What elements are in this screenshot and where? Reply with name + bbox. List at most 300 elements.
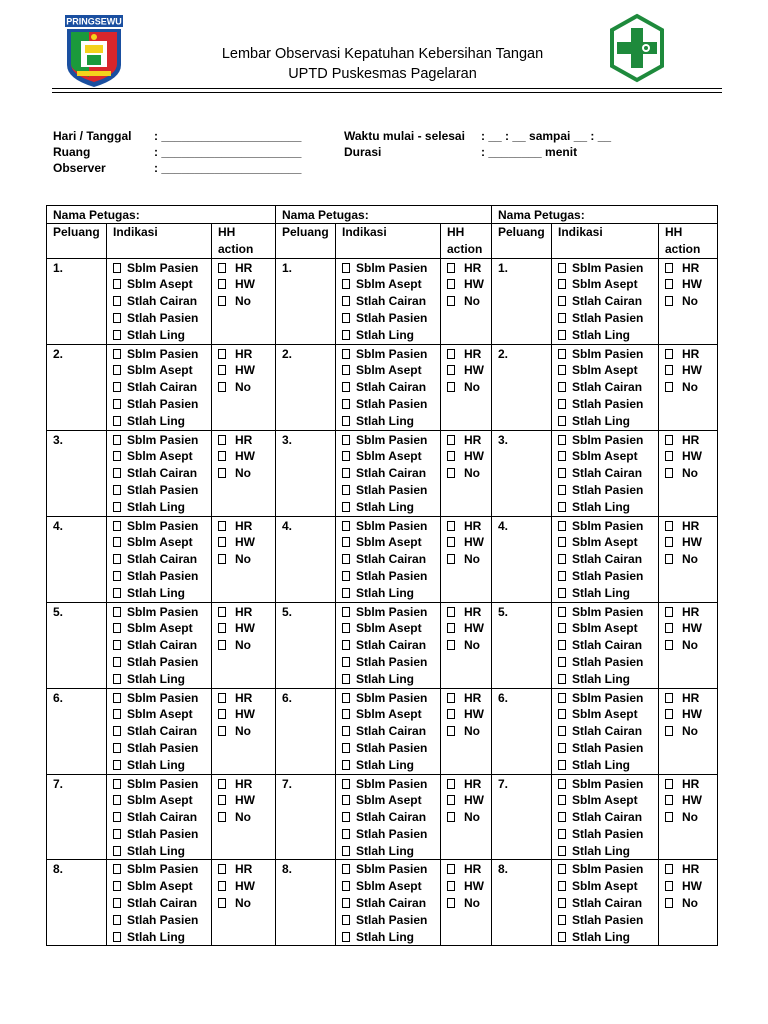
indikasi-option[interactable] [113,826,211,843]
checkbox-icon[interactable] [665,898,673,908]
checkbox-icon[interactable] [342,382,350,392]
indikasi-option[interactable] [113,776,211,793]
checkbox-icon[interactable] [342,898,350,908]
checkbox-icon[interactable] [113,588,121,598]
checkbox-icon[interactable] [558,554,566,564]
indikasi-option[interactable] [113,895,211,912]
hh-option[interactable] [665,637,717,654]
hh-option[interactable] [665,895,717,912]
checkbox-icon[interactable] [665,881,673,891]
checkbox-icon[interactable] [558,864,566,874]
indikasi-option[interactable] [558,690,658,707]
indikasi-option[interactable] [558,551,658,568]
checkbox-icon[interactable] [342,657,350,667]
checkbox-icon[interactable] [342,468,350,478]
checkbox-icon[interactable] [113,743,121,753]
hh-option[interactable] [218,432,275,449]
indikasi-option[interactable] [342,690,440,707]
indikasi-option[interactable] [558,499,658,516]
checkbox-icon[interactable] [447,537,455,547]
indikasi-option[interactable] [342,776,440,793]
checkbox-icon[interactable] [218,623,226,633]
hh-option[interactable] [447,604,491,621]
indikasi-option[interactable] [113,413,211,430]
checkbox-icon[interactable] [113,779,121,789]
checkbox-icon[interactable] [113,864,121,874]
indikasi-option[interactable] [342,534,440,551]
checkbox-icon[interactable] [113,382,121,392]
checkbox-icon[interactable] [342,537,350,547]
checkbox-icon[interactable] [558,588,566,598]
checkbox-icon[interactable] [665,365,673,375]
checkbox-icon[interactable] [558,693,566,703]
indikasi-option[interactable] [342,413,440,430]
checkbox-icon[interactable] [342,846,350,856]
hh-option[interactable] [447,518,491,535]
checkbox-icon[interactable] [558,829,566,839]
hh-option[interactable] [447,690,491,707]
checkbox-icon[interactable] [558,435,566,445]
checkbox-icon[interactable] [342,812,350,822]
checkbox-icon[interactable] [218,554,226,564]
indikasi-option[interactable] [342,878,440,895]
indikasi-option[interactable] [558,929,658,946]
checkbox-icon[interactable] [665,537,673,547]
hh-option[interactable] [218,690,275,707]
checkbox-icon[interactable] [447,521,455,531]
checkbox-icon[interactable] [558,709,566,719]
indikasi-option[interactable] [113,379,211,396]
checkbox-icon[interactable] [113,898,121,908]
indikasi-option[interactable] [113,482,211,499]
indikasi-option[interactable] [342,362,440,379]
hh-option[interactable] [218,518,275,535]
hh-option[interactable] [665,293,717,310]
indikasi-option[interactable] [113,723,211,740]
indikasi-option[interactable] [558,604,658,621]
hh-option[interactable] [218,861,275,878]
checkbox-icon[interactable] [113,726,121,736]
checkbox-icon[interactable] [558,743,566,753]
hh-option[interactable] [665,379,717,396]
hh-option[interactable] [218,809,275,826]
checkbox-icon[interactable] [113,657,121,667]
checkbox-icon[interactable] [342,607,350,617]
checkbox-icon[interactable] [113,330,121,340]
indikasi-option[interactable] [113,654,211,671]
indikasi-option[interactable] [113,912,211,929]
checkbox-icon[interactable] [342,313,350,323]
checkbox-icon[interactable] [558,846,566,856]
indikasi-option[interactable] [342,861,440,878]
checkbox-icon[interactable] [218,263,226,273]
indikasi-option[interactable] [342,518,440,535]
hh-option[interactable] [447,432,491,449]
checkbox-icon[interactable] [558,349,566,359]
hh-option[interactable] [218,534,275,551]
checkbox-icon[interactable] [558,623,566,633]
indikasi-option[interactable] [342,843,440,860]
indikasi-option[interactable] [342,432,440,449]
checkbox-icon[interactable] [342,795,350,805]
checkbox-icon[interactable] [665,451,673,461]
checkbox-icon[interactable] [665,554,673,564]
indikasi-option[interactable] [113,310,211,327]
checkbox-icon[interactable] [113,468,121,478]
hh-option[interactable] [665,534,717,551]
hh-option[interactable] [218,551,275,568]
checkbox-icon[interactable] [665,349,673,359]
indikasi-option[interactable] [113,792,211,809]
checkbox-icon[interactable] [558,812,566,822]
checkbox-icon[interactable] [665,693,673,703]
indikasi-option[interactable] [113,346,211,363]
checkbox-icon[interactable] [342,709,350,719]
checkbox-icon[interactable] [665,779,673,789]
indikasi-option[interactable] [558,534,658,551]
checkbox-icon[interactable] [447,349,455,359]
indikasi-option[interactable] [113,293,211,310]
checkbox-icon[interactable] [447,435,455,445]
indikasi-option[interactable] [113,260,211,277]
checkbox-icon[interactable] [558,485,566,495]
hh-option[interactable] [665,690,717,707]
indikasi-option[interactable] [113,671,211,688]
checkbox-icon[interactable] [342,451,350,461]
hh-option[interactable] [447,809,491,826]
checkbox-icon[interactable] [218,726,226,736]
indikasi-option[interactable] [558,654,658,671]
checkbox-icon[interactable] [113,349,121,359]
checkbox-icon[interactable] [342,674,350,684]
checkbox-icon[interactable] [342,726,350,736]
checkbox-icon[interactable] [342,554,350,564]
indikasi-option[interactable] [113,534,211,551]
hh-option[interactable] [665,346,717,363]
checkbox-icon[interactable] [447,468,455,478]
hh-option[interactable] [665,861,717,878]
meta-value[interactable]: : _____________________ [154,161,302,175]
indikasi-option[interactable] [558,260,658,277]
indikasi-option[interactable] [113,568,211,585]
checkbox-icon[interactable] [113,846,121,856]
hh-option[interactable] [665,518,717,535]
indikasi-option[interactable] [342,260,440,277]
indikasi-option[interactable] [342,792,440,809]
indikasi-option[interactable] [342,293,440,310]
checkbox-icon[interactable] [558,263,566,273]
hh-option[interactable] [665,620,717,637]
checkbox-icon[interactable] [218,365,226,375]
indikasi-option[interactable] [342,551,440,568]
checkbox-icon[interactable] [113,279,121,289]
checkbox-icon[interactable] [558,279,566,289]
hh-option[interactable] [665,276,717,293]
checkbox-icon[interactable] [447,881,455,891]
checkbox-icon[interactable] [447,779,455,789]
indikasi-option[interactable] [342,327,440,344]
checkbox-icon[interactable] [558,640,566,650]
checkbox-icon[interactable] [665,795,673,805]
checkbox-icon[interactable] [342,330,350,340]
hh-option[interactable] [665,809,717,826]
checkbox-icon[interactable] [218,468,226,478]
checkbox-icon[interactable] [218,382,226,392]
checkbox-icon[interactable] [218,812,226,822]
checkbox-icon[interactable] [113,795,121,805]
indikasi-option[interactable] [113,878,211,895]
checkbox-icon[interactable] [447,795,455,805]
checkbox-icon[interactable] [342,623,350,633]
checkbox-icon[interactable] [558,726,566,736]
indikasi-option[interactable] [558,912,658,929]
hh-option[interactable] [218,878,275,895]
checkbox-icon[interactable] [342,881,350,891]
indikasi-option[interactable] [342,276,440,293]
checkbox-icon[interactable] [447,263,455,273]
checkbox-icon[interactable] [447,640,455,650]
hh-option[interactable] [218,637,275,654]
checkbox-icon[interactable] [665,435,673,445]
indikasi-option[interactable] [113,740,211,757]
checkbox-icon[interactable] [342,416,350,426]
checkbox-icon[interactable] [218,640,226,650]
hh-option[interactable] [447,534,491,551]
hh-option[interactable] [218,448,275,465]
hh-option[interactable] [665,723,717,740]
indikasi-option[interactable] [342,346,440,363]
checkbox-icon[interactable] [558,365,566,375]
checkbox-icon[interactable] [558,657,566,667]
indikasi-option[interactable] [342,757,440,774]
checkbox-icon[interactable] [113,485,121,495]
hh-option[interactable] [447,792,491,809]
checkbox-icon[interactable] [447,451,455,461]
hh-option[interactable] [447,706,491,723]
hh-option[interactable] [447,620,491,637]
checkbox-icon[interactable] [665,279,673,289]
indikasi-option[interactable] [113,276,211,293]
checkbox-icon[interactable] [447,864,455,874]
indikasi-option[interactable] [342,740,440,757]
indikasi-option[interactable] [342,706,440,723]
checkbox-icon[interactable] [558,330,566,340]
meta-value[interactable]: : __ : __ sampai __ : __ [481,129,612,143]
hh-option[interactable] [218,620,275,637]
hh-option[interactable] [218,346,275,363]
indikasi-option[interactable] [113,432,211,449]
checkbox-icon[interactable] [558,915,566,925]
hh-option[interactable] [665,706,717,723]
indikasi-option[interactable] [558,293,658,310]
checkbox-icon[interactable] [342,829,350,839]
indikasi-option[interactable] [342,396,440,413]
hh-option[interactable] [447,346,491,363]
indikasi-option[interactable] [558,482,658,499]
checkbox-icon[interactable] [558,296,566,306]
checkbox-icon[interactable] [342,693,350,703]
meta-value[interactable]: : _____________________ [154,145,302,159]
checkbox-icon[interactable] [665,263,673,273]
hh-option[interactable] [665,878,717,895]
indikasi-option[interactable] [113,499,211,516]
indikasi-option[interactable] [113,585,211,602]
checkbox-icon[interactable] [113,416,121,426]
indikasi-option[interactable] [342,482,440,499]
checkbox-icon[interactable] [218,279,226,289]
indikasi-option[interactable] [558,723,658,740]
indikasi-option[interactable] [558,809,658,826]
checkbox-icon[interactable] [113,554,121,564]
checkbox-icon[interactable] [218,296,226,306]
indikasi-option[interactable] [558,568,658,585]
hh-option[interactable] [665,551,717,568]
checkbox-icon[interactable] [665,640,673,650]
checkbox-icon[interactable] [113,296,121,306]
meta-value[interactable]: : ________ menit [481,145,578,159]
hh-option[interactable] [447,776,491,793]
checkbox-icon[interactable] [113,399,121,409]
checkbox-icon[interactable] [113,829,121,839]
checkbox-icon[interactable] [447,279,455,289]
checkbox-icon[interactable] [113,313,121,323]
checkbox-icon[interactable] [558,932,566,942]
hh-option[interactable] [447,293,491,310]
indikasi-option[interactable] [342,499,440,516]
checkbox-icon[interactable] [447,365,455,375]
hh-option[interactable] [447,260,491,277]
indikasi-option[interactable] [558,843,658,860]
checkbox-icon[interactable] [342,279,350,289]
hh-option[interactable] [218,379,275,396]
indikasi-option[interactable] [342,637,440,654]
checkbox-icon[interactable] [558,674,566,684]
indikasi-option[interactable] [113,861,211,878]
hh-option[interactable] [218,260,275,277]
hh-option[interactable] [447,276,491,293]
checkbox-icon[interactable] [447,812,455,822]
hh-option[interactable] [447,448,491,465]
checkbox-icon[interactable] [113,571,121,581]
hh-option[interactable] [447,861,491,878]
indikasi-option[interactable] [558,346,658,363]
checkbox-icon[interactable] [558,760,566,770]
checkbox-icon[interactable] [558,607,566,617]
hh-option[interactable] [447,362,491,379]
checkbox-icon[interactable] [665,607,673,617]
indikasi-option[interactable] [558,432,658,449]
checkbox-icon[interactable] [113,435,121,445]
checkbox-icon[interactable] [218,607,226,617]
checkbox-icon[interactable] [218,451,226,461]
indikasi-option[interactable] [113,757,211,774]
checkbox-icon[interactable] [447,382,455,392]
checkbox-icon[interactable] [342,349,350,359]
indikasi-option[interactable] [558,585,658,602]
indikasi-option[interactable] [113,929,211,946]
checkbox-icon[interactable] [218,537,226,547]
checkbox-icon[interactable] [558,502,566,512]
indikasi-option[interactable] [342,809,440,826]
checkbox-icon[interactable] [113,674,121,684]
indikasi-option[interactable] [342,912,440,929]
indikasi-option[interactable] [558,620,658,637]
checkbox-icon[interactable] [113,263,121,273]
checkbox-icon[interactable] [113,537,121,547]
hh-option[interactable] [218,293,275,310]
checkbox-icon[interactable] [113,881,121,891]
checkbox-icon[interactable] [342,760,350,770]
hh-option[interactable] [447,551,491,568]
checkbox-icon[interactable] [342,743,350,753]
indikasi-option[interactable] [342,465,440,482]
indikasi-option[interactable] [113,706,211,723]
checkbox-icon[interactable] [447,296,455,306]
checkbox-icon[interactable] [665,812,673,822]
checkbox-icon[interactable] [218,795,226,805]
hh-option[interactable] [218,723,275,740]
checkbox-icon[interactable] [558,571,566,581]
checkbox-icon[interactable] [113,521,121,531]
checkbox-icon[interactable] [218,779,226,789]
indikasi-option[interactable] [113,465,211,482]
indikasi-option[interactable] [558,465,658,482]
checkbox-icon[interactable] [218,864,226,874]
checkbox-icon[interactable] [558,313,566,323]
hh-option[interactable] [218,792,275,809]
hh-option[interactable] [447,723,491,740]
checkbox-icon[interactable] [113,502,121,512]
hh-option[interactable] [218,895,275,912]
indikasi-option[interactable] [558,671,658,688]
indikasi-option[interactable] [342,929,440,946]
indikasi-option[interactable] [113,843,211,860]
indikasi-option[interactable] [558,362,658,379]
indikasi-option[interactable] [558,276,658,293]
checkbox-icon[interactable] [665,623,673,633]
checkbox-icon[interactable] [558,795,566,805]
indikasi-option[interactable] [342,585,440,602]
checkbox-icon[interactable] [342,521,350,531]
indikasi-option[interactable] [113,690,211,707]
hh-option[interactable] [665,448,717,465]
checkbox-icon[interactable] [447,709,455,719]
checkbox-icon[interactable] [558,898,566,908]
indikasi-option[interactable] [342,620,440,637]
checkbox-icon[interactable] [218,521,226,531]
checkbox-icon[interactable] [558,382,566,392]
checkbox-icon[interactable] [342,263,350,273]
checkbox-icon[interactable] [342,399,350,409]
indikasi-option[interactable] [342,826,440,843]
checkbox-icon[interactable] [558,468,566,478]
hh-option[interactable] [665,792,717,809]
indikasi-option[interactable] [558,637,658,654]
checkbox-icon[interactable] [218,693,226,703]
indikasi-option[interactable] [558,895,658,912]
checkbox-icon[interactable] [342,640,350,650]
checkbox-icon[interactable] [218,349,226,359]
indikasi-option[interactable] [558,706,658,723]
checkbox-icon[interactable] [113,623,121,633]
checkbox-icon[interactable] [113,451,121,461]
checkbox-icon[interactable] [113,915,121,925]
hh-option[interactable] [218,604,275,621]
checkbox-icon[interactable] [447,726,455,736]
indikasi-option[interactable] [342,895,440,912]
checkbox-icon[interactable] [447,607,455,617]
checkbox-icon[interactable] [342,932,350,942]
